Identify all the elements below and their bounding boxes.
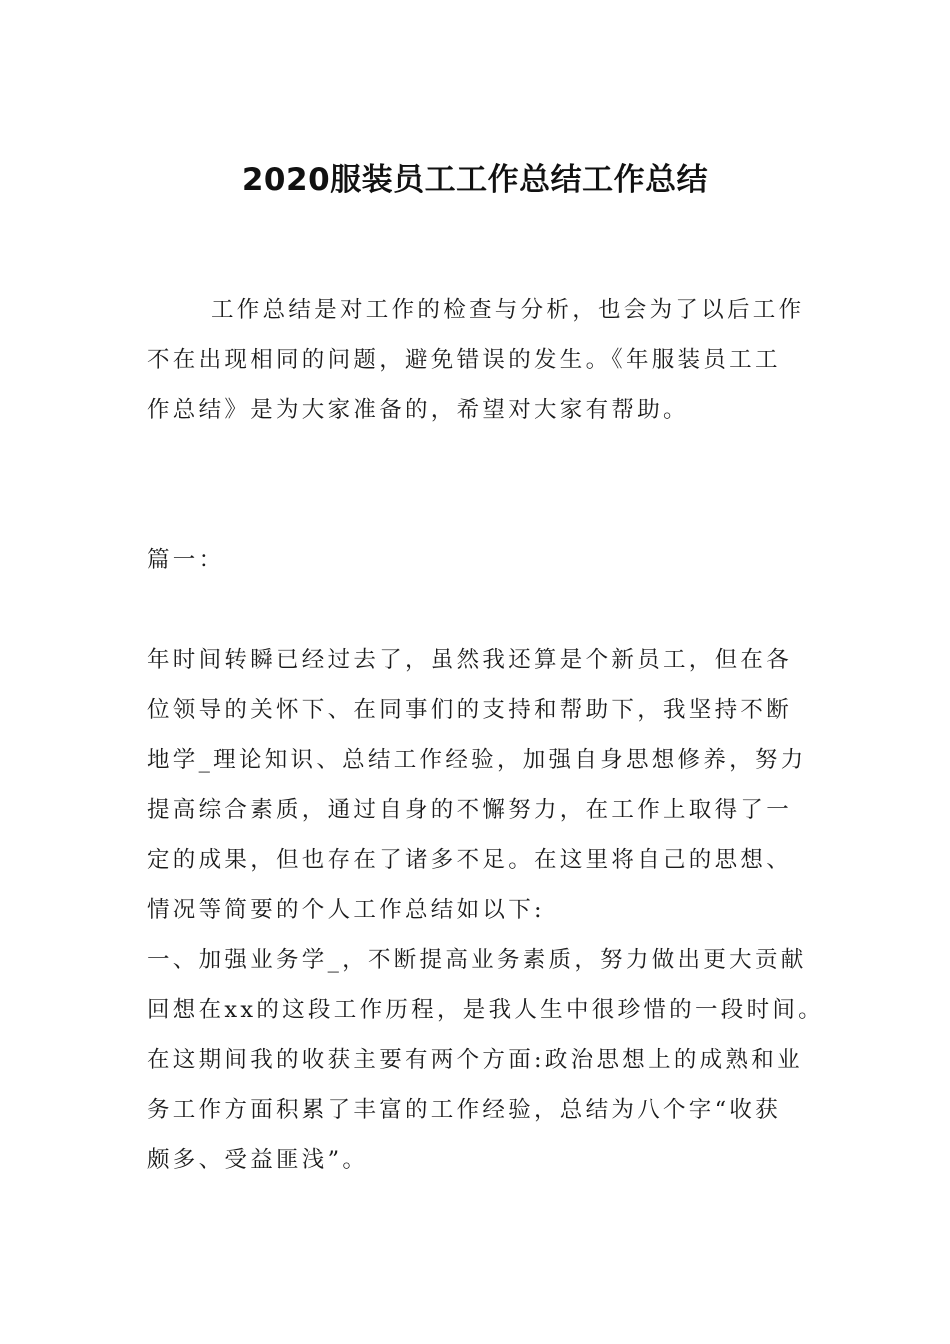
body-line: 在这期间我的收获主要有两个方面:政治思想上的成熟和业 <box>147 1047 803 1073</box>
body-line: 定的成果，但也存在了诸多不足。在这里将自己的思想、 <box>147 847 793 873</box>
body-line: 颇多、受益匪浅”。 <box>147 1147 369 1173</box>
section-heading: 篇一： <box>147 547 225 573</box>
intro-line: 工作总结是对工作的检查与分析，也会为了以后工作 <box>211 297 805 323</box>
body-line: 提高综合素质，通过自身的不懈努力，在工作上取得了一 <box>147 797 793 823</box>
body-line: 回想在xx的这段工作历程，是我人生中很珍惜的一段时间。 <box>147 997 824 1023</box>
body-line: 情况等简要的个人工作总结如以下: <box>147 897 545 923</box>
body-line: 地学_理论知识、总结工作经验，加强自身思想修养，努力 <box>147 747 807 773</box>
body-line: 位领导的关怀下、在同事们的支持和帮助下，我坚持不断 <box>147 697 793 723</box>
body-line: 一、加强业务学_，不断提高业务素质，努力做出更大贡献 <box>147 947 807 973</box>
intro-line: 作总结》是为大家准备的，希望对大家有帮助。 <box>147 397 689 423</box>
intro-line: 不在出现相同的问题，避免错误的发生。《年服装员工工 <box>147 347 781 373</box>
body-line: 年时间转瞬已经过去了，虽然我还算是个新员工，但在各 <box>147 647 793 673</box>
document-title: 2020服装员工工作总结工作总结 <box>241 162 709 198</box>
body-line: 务工作方面积累了丰富的工作经验，总结为八个字“收获 <box>147 1097 782 1123</box>
